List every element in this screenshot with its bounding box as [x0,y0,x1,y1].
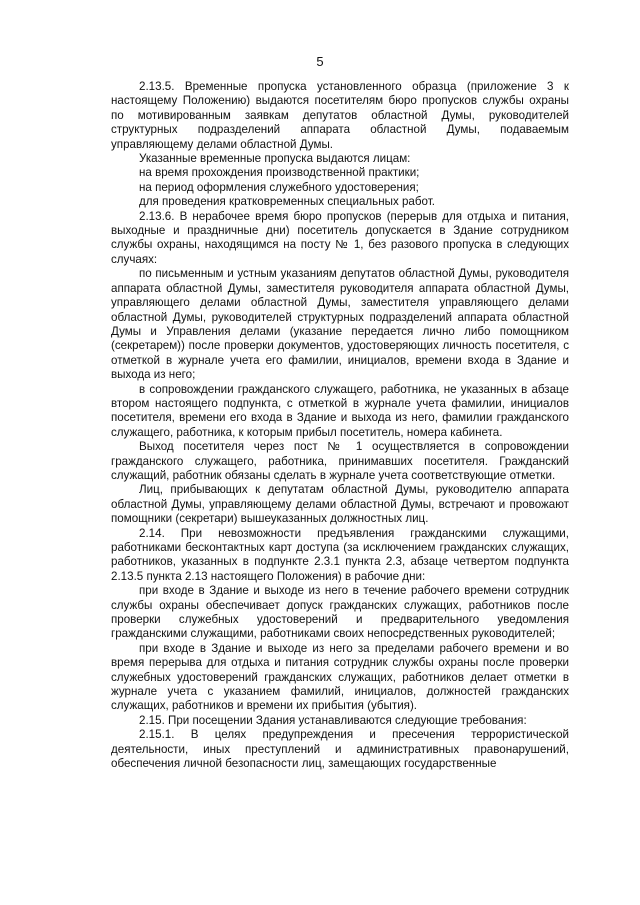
paragraph-2-13-5: 2.13.5. Временные пропуска установленного образца (приложение 3 к настоящему Положению) выдаются посетителям бюро пропусков службы охраны по мотивированным заявкам депутатов областной Думы, руководителей структурных подразделений аппарата областной Думы, подаваемым управляющему делами областной Думы. [111,80,569,151]
page-number: 5 [316,54,324,69]
paragraph-written-instructions: по письменным и устным указаниям депутатов областной Думы, руководителя аппарата областной Думы, заместителя руководителя аппарата областной Думы, управляющего делами областной Думы, заместителя управляющего делами областной Думы, руководителей структурных подразделений аппарата областной Думы и Управления делами (указание передается лично либо помощником (секретарем)) после проверки документов, удостоверяющих личность посетителя, с отметкой в журнале учета его фамилии, инициалов, времени входа в Здание и выхода из него; [111,267,569,382]
list-item-special-works: для проведения кратковременных специальных работ. [139,195,435,209]
paragraph-2-14: 2.14. При невозможности предъявления гражданскими служащими, работниками бесконтактных карт доступа (за исключением гражданских служащих, работников, указанных в подпункте 2.3.1 пункта 2.3, абзаце четвертом подпункта 2.13.5 пункта 2.13 настоящего Положения) в рабочие дни: [111,526,569,583]
paragraph-working-hours: при входе в Здание и выходе из него в течение рабочего времени сотрудник службы охраны обеспечивает допуск гражданских служащих, работников после проверки служебных удостоверений и предварительного уведомления гражданскими служащими, работниками своих непосредственных руководителей; [111,584,569,641]
paragraph-passes-issued-to: Указанные временные пропуска выдаются лицам: [139,152,411,166]
list-item-id-registration: на период оформления служебного удостоверения; [139,180,419,194]
paragraph-accompanied: в сопровождении гражданского служащего, работника, не указанных в абзаце втором настоящего подпункта, с отметкой в журнале учета фамилии, инициалов посетителя, времени его входа в Здание и выхода из него, фамилии гражданского служащего, работника, к которым прибыл посетитель, номера кабинета. [111,382,569,439]
paragraph-after-hours: при входе в Здание и выходе из него за пределами рабочего времени и во время перерыва для отдыха и питания сотрудник службы охраны после проверки служебных удостоверений гражданских служащих, работников делает отметки в журнале учета с указанием фамилий, инициалов, должностей гражданских служащих, работников и времени их прибытия (убытия). [111,641,569,713]
paragraph-visitor-exit: Выход посетителя через пост № 1 осуществляется в сопровождении гражданского служащего, работника, принимавших посетителя. Гражданский служащий, работник обязаны сделать в журнале учета соответствующие отметки. [111,440,569,482]
list-item-practice: на время прохождения производственной практики; [139,166,420,180]
document-body [111,80,569,772]
paragraph-deputy-visitors: Лиц, прибывающих к депутатам областной Думы, руководителю аппарата областной Думы, управляющему делами областной Думы, встречают и провожают помощники (секретари) вышеуказанных должностных лиц. [111,483,569,526]
paragraph-2-15: 2.15. При посещении Здания устанавливаются следующие требования: [139,713,527,727]
paragraph-2-13-6: 2.13.6. В нерабочее время бюро пропусков (перерыв для отдыха и питания, выходные и праздничные дни) посетитель допускается в Здание сотрудником службы охраны, находящимся на посту № 1, без разового пропуска в следующих случаях: [111,209,569,266]
paragraph-2-15-1: 2.15.1. В целях предупреждения и пресечения террористической деятельности, иных преступлений и административных правонарушений, обеспечения личной безопасности лиц, замещающих государственные [111,728,569,771]
